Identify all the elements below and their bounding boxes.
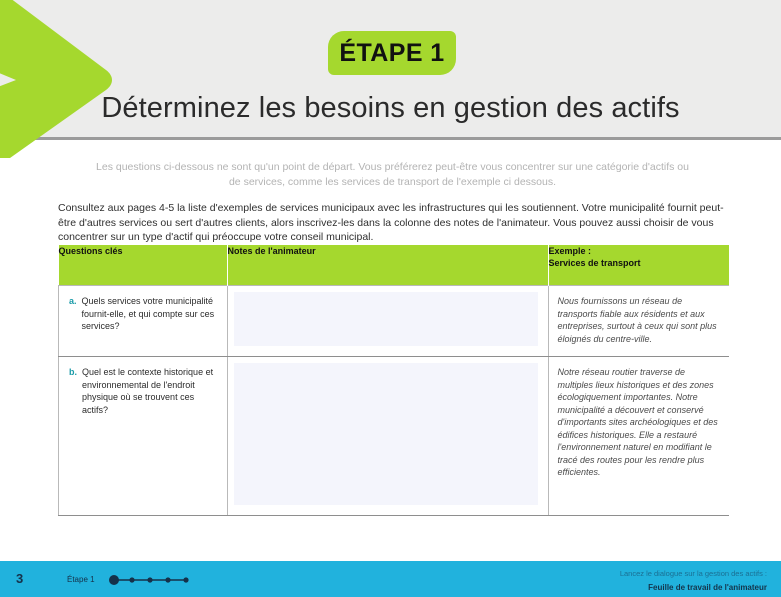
step-badge <box>328 31 456 75</box>
table-header-row <box>59 245 729 286</box>
footer-attribution <box>620 568 767 594</box>
step-badge-label: ÉTAPE 1 <box>339 39 445 67</box>
table-row <box>59 357 729 516</box>
column-header-example <box>548 245 729 286</box>
question-cell <box>59 357 228 516</box>
step-dot-1 <box>109 575 119 585</box>
column-header-notes: Notes de l'animateur <box>227 245 548 286</box>
worksheet-table <box>58 245 729 516</box>
column-header-example-line2: Services de transport <box>548 258 641 268</box>
intro-body: Consultez aux pages 4-5 la liste d'exemples de services municipaux avec les infrastructures qui les soutiennent. Votre municipalité fournit peut-être d'autres services ou sert d'autres clients, alors inscrivez-les dans la colonne des notes de l'animateur. Vous pouvez aussi choisir de vous concentrer sur un type d'actif qui préoccupe votre conseil municipal. <box>58 202 724 243</box>
page-title: Déterminez les besoins en gestion des actifs <box>101 92 680 124</box>
footer-attribution-line1: Lancez le dialogue sur la gestion des actifs : <box>619 569 767 578</box>
question-text: Quel est le contexte historique et environnemental de l'endroit physique où se trouvent ces actifs? <box>82 367 214 415</box>
green-chevron-arrow-icon <box>0 0 123 162</box>
example-text: Nous fournissons un réseau de transports fiable aux résidents et aux entreprises, surtout à ceux qui sont plus éloignés du centre-ville. <box>557 296 717 344</box>
step-dot-5 <box>183 577 188 582</box>
notes-input-area[interactable] <box>234 363 538 505</box>
step-dot-4 <box>165 577 170 582</box>
intro-note: Les questions ci-dessous ne sont qu'un point de départ. Vous préférerez peut-être vous concentrer sur une catégorie d'actifs ou de services, comme les services de transport de l'exemple ci dessous. <box>96 161 689 188</box>
table-row <box>59 286 729 357</box>
question-cell <box>59 286 228 357</box>
example-cell <box>548 357 729 516</box>
step-progress-dots[interactable] <box>108 574 192 586</box>
step-dot-3 <box>147 577 152 582</box>
example-cell <box>548 286 729 357</box>
notes-cell[interactable] <box>227 286 548 357</box>
column-header-questions: Questions clés <box>59 245 228 286</box>
question-marker: b. <box>69 367 77 377</box>
question-marker: a. <box>69 296 77 306</box>
column-header-example-line1: Exemple : <box>548 246 592 256</box>
page-number: 3 <box>16 571 24 586</box>
footer-attribution-line2: Feuille de travail de l'animateur <box>648 583 767 592</box>
question-text: Quels services votre municipalité fournit-elle, et qui compte sur ces services? <box>81 296 215 331</box>
footer-step-label: Étape 1 <box>67 575 95 584</box>
notes-cell[interactable] <box>227 357 548 516</box>
notes-input-area[interactable] <box>234 292 538 346</box>
example-text: Notre réseau routier traverse de multiples lieux historiques et des zones écologiquement importantes. Notre municipalité a découvert et conservé d'importants sites archéologiques et des édifices historiques. Elle a restauré l'environnement naturel en modifiant le tracé des routes pour les rendre plus efficientes. <box>557 367 718 477</box>
step-dot-2 <box>129 577 134 582</box>
